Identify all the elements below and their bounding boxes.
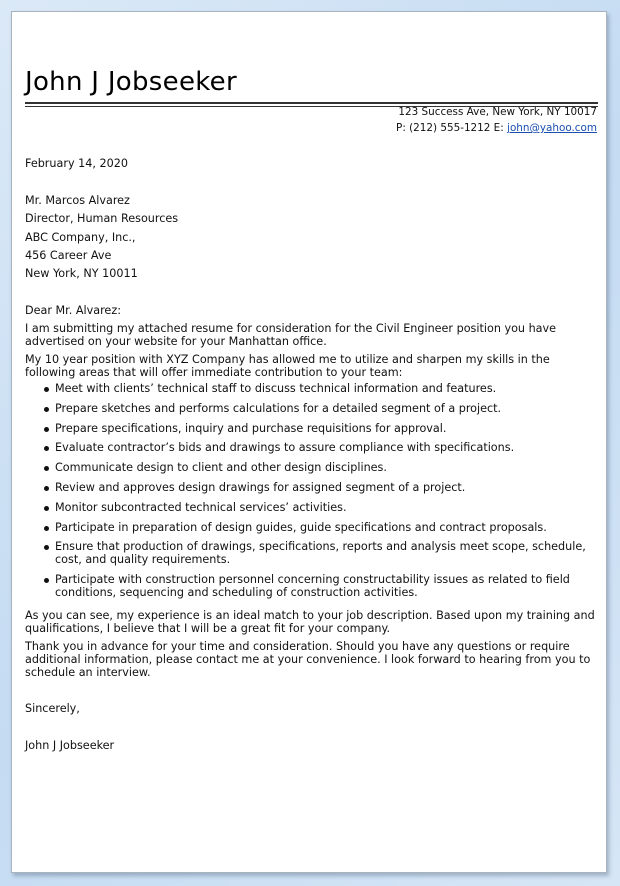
list-item: Prepare specifications, inquiry and purchase requisitions for approval.	[25, 422, 595, 435]
list-item: Prepare sketches and performs calculations for a detailed segment of a project.	[25, 402, 595, 415]
intro-paragraph: I am submitting my attached resume for consideration for the Civil Engineer position you have advertised on your website for your Manhattan office.	[25, 322, 557, 348]
list-item: Participate in preparation of design guides, guide specifications and contract proposals.	[25, 521, 595, 534]
list-item: Communicate design to client and other design disciplines.	[25, 461, 595, 474]
experience-paragraph: My 10 year position with XYZ Company has allowed me to utilize and sharpen my skills in the following areas that will offer immediate contribution to your team:	[25, 353, 550, 379]
header-address: 123 Success Ave, New York, NY 10017	[398, 106, 597, 118]
signature: John J Jobseeker	[25, 739, 115, 752]
recipient-line: 456 Career Ave	[25, 249, 112, 262]
header-rule-thick	[25, 102, 598, 104]
recipient-line: Director, Human Resources	[25, 212, 179, 225]
sign-off: Sincerely,	[25, 702, 80, 715]
header-contact	[396, 122, 597, 135]
recipient-line: Mr. Marcos Alvarez	[25, 194, 130, 207]
applicant-name: John J Jobseeker	[25, 67, 237, 97]
letter-date: February 14, 2020	[25, 157, 128, 170]
list-item: Meet with clients’ technical staff to discuss technical information and features.	[25, 382, 595, 395]
recipient-line: New York, NY 10011	[25, 267, 138, 280]
list-item: Participate with construction personnel concerning constructability issues as related to field conditions, sequencing and scheduling of construction activities.	[25, 573, 595, 599]
letter-page	[11, 11, 607, 873]
email-link[interactable]: john@yahoo.com	[507, 122, 597, 134]
recipient-line: ABC Company, Inc.,	[25, 231, 136, 244]
header-phone: P: (212) 555-1212 E:	[396, 122, 508, 134]
fit-paragraph: As you can see, my experience is an ideal match to your job description. Based upon my training and qualifications, I believe that I will be a great fit for your company.	[25, 609, 595, 635]
salutation: Dear Mr. Alvarez:	[25, 304, 121, 317]
closing-paragraph: Thank you in advance for your time and consideration. Should you have any questions or require additional information, please contact me at your convenience. I look forward to hearing from you to schedule an interview.	[25, 640, 591, 679]
list-item: Monitor subcontracted technical services’ activities.	[25, 501, 595, 514]
list-item: Evaluate contractor’s bids and drawings to assure compliance with specifications.	[25, 441, 595, 454]
skills-list	[25, 382, 595, 606]
list-item: Ensure that production of drawings, specifications, reports and analysis meet scope, schedule, cost, and quality requirements.	[25, 540, 595, 566]
list-item: Review and approves design drawings for assigned segment of a project.	[25, 481, 595, 494]
